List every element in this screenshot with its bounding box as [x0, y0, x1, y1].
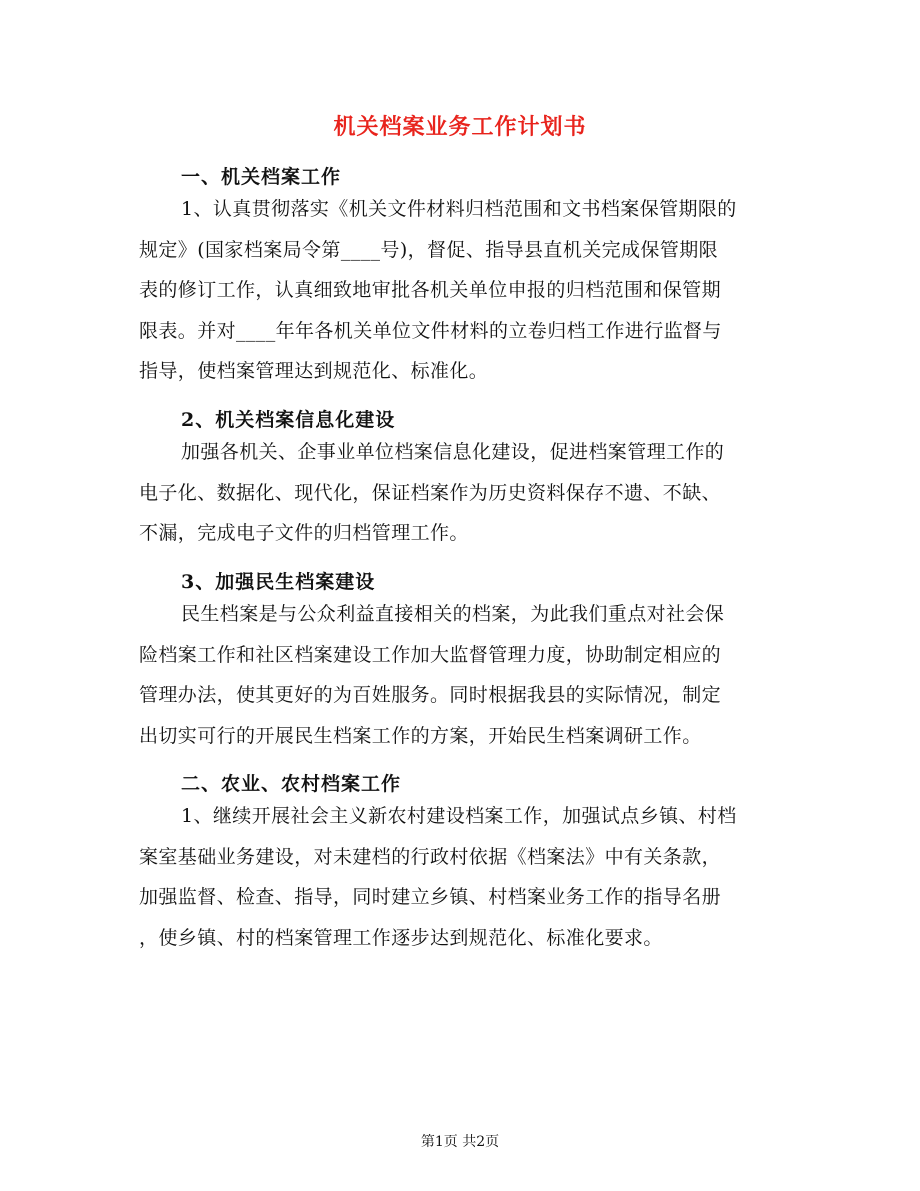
paragraph-line: 出切实可行的开展民生档案工作的方案，开始民生档案调研工作。 [139, 724, 702, 747]
paragraph-line: 不漏，完成电子文件的归档管理工作。 [139, 522, 469, 544]
paragraph-line: 限表。并对____年年各机关单位文件材料的立卷归档工作进行监督与 [139, 319, 722, 342]
paragraph-line: 1、认真贯彻落实《机关文件材料归档范围和文书档案保管期限的 [181, 198, 737, 220]
paragraph-line: 管理办法，使其更好的为百姓服务。同时根据我县的实际情况，制定 [139, 684, 722, 706]
paragraph-line: 指导，使档案管理达到规范化、标准化。 [139, 360, 489, 382]
paragraph-line: 加强监督、检查、指导，同时建立乡镇、村档案业务工作的指导名册 [139, 886, 722, 908]
paragraph-line: 1、继续开展社会主义新农村建设档案工作，加强试点乡镇、村档 [181, 805, 737, 827]
section-1-item-2-heading: 2、机关档案信息化建设 [181, 409, 396, 431]
page-number-footer: 第1页 共2页 [420, 1134, 500, 1150]
paragraph-line: 险档案工作和社区档案建设工作加大监督管理力度，协助制定相应的 [139, 643, 722, 666]
section-1-heading: 一、机关档案工作 [181, 166, 342, 188]
section-1-item-1-paragraph [139, 189, 779, 392]
section-1-item-3-paragraph [139, 594, 779, 756]
document-title: 机关档案业务工作计划书 [333, 114, 587, 140]
section-1-item-2-paragraph [139, 432, 779, 554]
paragraph-line: 电子化、数据化、现代化，保证档案作为历史资料保存不遗、不缺、 [139, 481, 722, 504]
section-1-item-3-heading: 3、加强民生档案建设 [181, 571, 376, 593]
section-2-item-1-paragraph [139, 796, 779, 958]
paragraph-line: 民生档案是与公众利益直接相关的档案，为此我们重点对社会保 [181, 603, 725, 625]
paragraph-line: 加强各机关、企事业单位档案信息化建设，促进档案管理工作的 [181, 441, 725, 463]
section-2-heading: 二、农业、农村档案工作 [181, 773, 402, 795]
paragraph-line: ，使乡镇、村的档案管理工作逐步达到规范化、标准化要求。 [139, 926, 663, 949]
paragraph-line: 规定》(国家档案局令第____号)，督促、指导县直机关完成保管期限 [139, 238, 719, 261]
paragraph-line: 表的修订工作，认真细致地审批各机关单位申报的归档范围和保管期 [139, 279, 722, 301]
paragraph-line: 案室基础业务建设，对未建档的行政村依据《档案法》中有关条款， [139, 845, 722, 868]
